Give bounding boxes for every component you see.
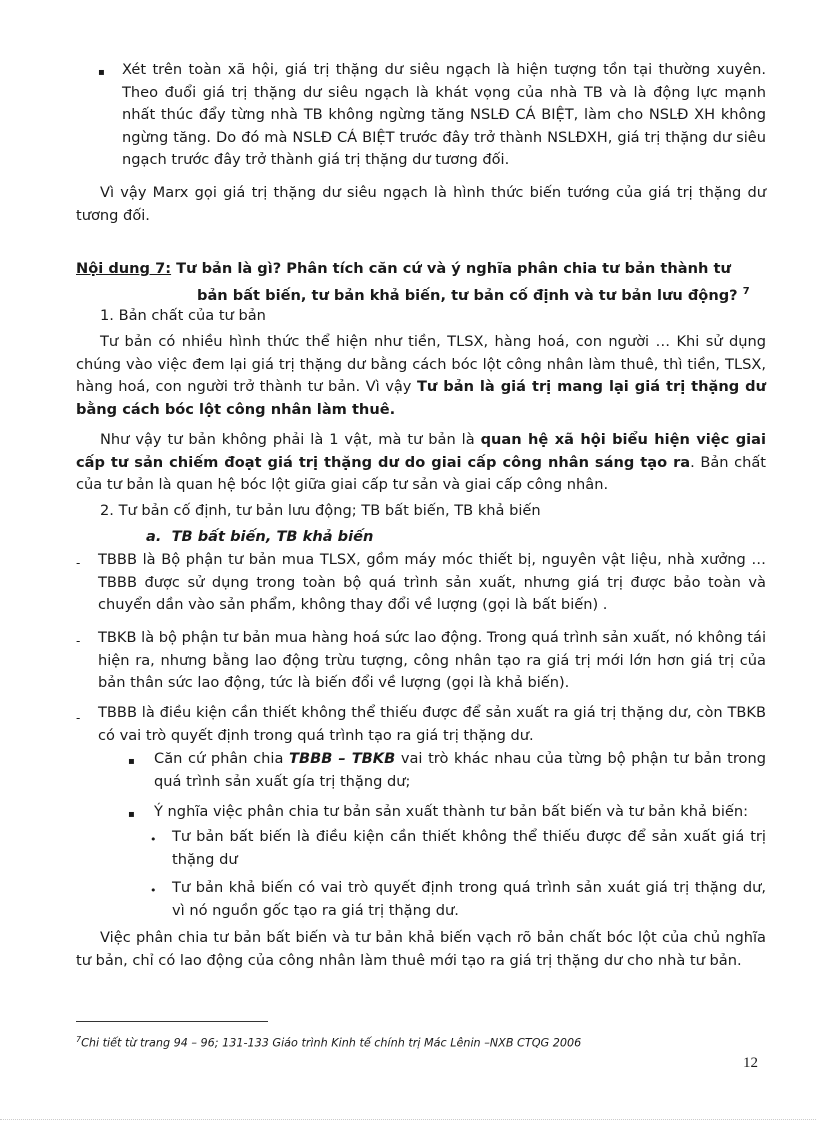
paragraph-text: Như vậy tư bản không phải là 1 vật, mà tư bản là — [100, 431, 481, 448]
paragraph-text: Việc phân chia tư bản bất biến và tư bản khả biến vạch rõ bản chất bóc lột của chủ nghĩa tư bản, chỉ có lao động của công nhân làm thuê mới tạo ra giá trị thặng dư cho nhà tư bản. — [76, 929, 766, 969]
list-item-text: TBBB là Bộ phận tư bản mua TLSX, gồm máy móc thiết bị, nguyên vật liệu, nhà xưởng …TBBB được sử dụng trong toàn bộ quá trình sản xuất, nhưng giá trị được bảo toàn và chuyển dần vào sản phẩm, không thay đổi về lượng (gọi là bất biến) . — [98, 551, 766, 613]
subsection-title-text: TB bất biến, TB khả biến — [171, 528, 374, 545]
page-bottom-divider — [0, 1119, 816, 1120]
paragraph-capital-relation — [76, 429, 766, 497]
heading-label: Nội dung 7: — [76, 260, 172, 277]
page-number: 12 — [743, 1055, 758, 1071]
list-item-variable-meaning — [172, 877, 766, 922]
list-item-basis — [154, 748, 766, 793]
section-heading — [76, 258, 766, 307]
paragraph-text: Tư bản có nhiều hình thức thể hiện như tiền, TLSX, hàng hoá, con người … Khi sử dụng chúng vào việc đem lại giá trị thặng dư bằng cách bóc lột công nhân làm thuê, thì tiền, TLSX, hàng hoá, con người trở thành tư bản. Vì vậy — [76, 333, 766, 395]
list-item-meaning — [154, 801, 766, 824]
section-1-title — [100, 305, 266, 328]
subsection-a-title — [146, 526, 373, 549]
basis-bold: TBBB – TBKB — [289, 750, 396, 767]
section-2-title — [100, 500, 541, 523]
paragraph-text: . Bản chất của tư bản là quan hệ bóc lột giữa giai cấp tư sản và giai cấp công nhân. — [76, 453, 767, 493]
paragraph-text: Xét trên toàn xã hội, giá trị thặng dư siêu ngạch là hiện tượng tồn tại thường xuyên. Theo đuổi giá trị thặng dư siêu ngạch là khát vọng của nhà TB và là động lực mạnh nhất thúc đẩy từng nhà TB không ngừng tăng NSLĐ CÁ BIỆT, làm cho NSLĐ XH không ngừng tăng. Do đó mà NSLĐ CÁ BIỆT trước đây trở thành NSLĐXH, giá trị thặng dư siêu ngạch trước đây trở thành giá trị thặng dư tương đối. — [122, 61, 766, 168]
footnote-number: 7 — [76, 1035, 82, 1044]
dot-bullet-icon: • — [150, 884, 157, 897]
footnote-separator — [76, 1021, 268, 1022]
dot-bullet-icon: • — [150, 833, 157, 846]
paragraph-capital-forms — [76, 331, 766, 421]
list-item-text: TBBB là điều kiện cần thiết không thể thiếu được để sản xuất ra giá trị thặng dư, còn TBKB có vai trò quyết định trong quá trình tạo ra giá trị thặng dư. — [98, 704, 766, 744]
square-bullet-icon: ▪ — [128, 809, 135, 820]
footnote — [76, 1032, 581, 1052]
footnote-ref: 7 — [742, 285, 750, 297]
paragraph-marx-conclusion — [76, 182, 766, 227]
paragraph-text: Vì vậy Marx gọi giá trị thặng dư siêu ngạch là hình thức biến tướng của giá trị thặng dư tương đối. — [76, 184, 766, 224]
dash-bullet-icon: - — [76, 556, 81, 570]
list-item-text: vai trò khác nhau của từng bộ phận tư bản trong quá trình sản xuất gía trị thặng dư; — [154, 750, 767, 790]
list-item-text: Ý nghĩa việc phân chia tư bản sản xuất thành tư bản bất biến và tư bản khả biến: — [154, 803, 749, 820]
relation-bold: quan hệ xã hội biểu hiện việc giai cấp tư sản chiếm đoạt giá trị thặng dư do giai cấp công nhân sáng tạo ra — [76, 431, 767, 471]
dash-bullet-icon: - — [76, 711, 81, 725]
list-item-variable-capital — [98, 627, 766, 695]
heading-line-1: Tư bản là gì? Phân tích căn cứ và ý nghĩa phân chia tư bản thành tư — [171, 260, 731, 277]
list-item-roles — [98, 702, 766, 747]
square-bullet-icon: ▪ — [128, 756, 135, 767]
section-title-text: 1. Bản chất của tư bản — [100, 307, 266, 324]
list-item-text: Căn cứ phân chia — [154, 750, 290, 767]
definition-bold: Tư bản là giá trị mang lại giá trị thặng dư bằng cách bóc lột công nhân làm thuê. — [76, 378, 767, 418]
paragraph-superprofit — [122, 59, 766, 172]
list-item-text: Tư bản khả biến có vai trò quyết định trong quá trình sản xuát giá trị thặng dư, vì nó nguồn gốc tạo ra giá trị thặng dư. — [172, 879, 766, 919]
dash-bullet-icon: - — [76, 634, 81, 648]
list-item-constant-meaning — [172, 826, 766, 871]
subsection-letter: a. — [146, 528, 162, 545]
paragraph-closing — [76, 927, 766, 972]
heading-line-2: bản bất biến, tư bản khả biến, tư bản cố định và tư bản lưu động? — [197, 286, 738, 304]
footnote-text: Chi tiết từ trang 94 – 96; 131-133 Giáo trình Kinh tế chính trị Mác Lênin –NXB CTQG 2006 — [81, 1036, 582, 1050]
square-bullet-icon: ▪ — [98, 67, 105, 78]
list-item-constant-capital — [98, 549, 766, 617]
section-title-text: 2. Tư bản cố định, tư bản lưu động; TB bất biến, TB khả biến — [100, 502, 541, 519]
list-item-text: Tư bản bất biến là điều kiện cần thiết không thể thiếu được để sản xuất giá trị thặng dư — [172, 828, 766, 868]
list-item-text: TBKB là bộ phận tư bản mua hàng hoá sức lao động. Trong quá trình sản xuất, nó không tái hiện ra, nhưng bằng lao động trừu tượng, công nhân tạo ra giá trị mới lớn hơn giá trị của bản thân sức lao động, tức là biến đổi về lượng (gọi là khả biến). — [98, 629, 766, 691]
